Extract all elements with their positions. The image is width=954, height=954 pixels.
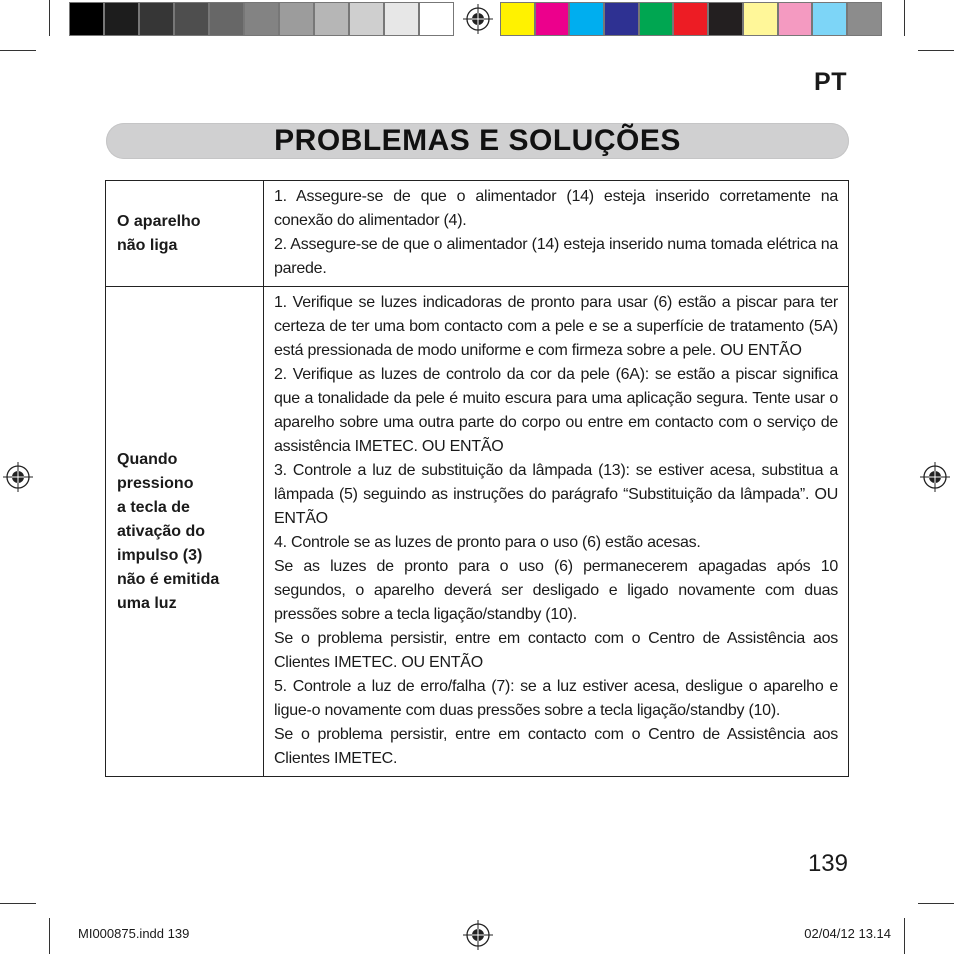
grayscale-color-bar [69, 2, 454, 36]
solution-step: Se as luzes de pronto para o uso (6) permanecerem apagadas após 10 segundos, o aparelho deverá ser desligado e ligado novamente com duas pressões sobre a tecla ligação/standby (10). [274, 558, 838, 623]
color-swatch [419, 2, 454, 36]
solution-cell [264, 181, 849, 287]
file-slug: MI000875.indd 139 [78, 926, 190, 941]
crop-mark [49, 918, 50, 954]
section-title-bar [106, 123, 849, 159]
color-swatch [104, 2, 139, 36]
problem-text-line: impulso (3) [117, 546, 203, 564]
registration-mark-icon [920, 462, 950, 492]
language-code: PT [814, 68, 847, 96]
problem-text-line: Quando [117, 450, 178, 468]
color-swatch [314, 2, 349, 36]
registration-mark-icon [3, 462, 33, 492]
problem-cell [106, 181, 264, 287]
color-swatch [708, 2, 743, 36]
crop-mark [0, 903, 36, 904]
problem-text-line: não liga [117, 236, 178, 254]
crop-mark [904, 0, 905, 36]
problem-text-line: uma luz [117, 594, 177, 612]
process-color-bar [500, 2, 882, 36]
crop-mark [918, 50, 954, 51]
color-swatch [604, 2, 639, 36]
problem-text-line: não é emitida [117, 570, 220, 588]
date-slug: 02/04/12 13.14 [804, 926, 891, 941]
solution-step: Se o problema persistir, entre em contacto com o Centro de Assistência aos Clientes IMETEC. [274, 726, 838, 767]
color-swatch [639, 2, 674, 36]
color-swatch [349, 2, 384, 36]
color-swatch [174, 2, 209, 36]
page-number: 139 [807, 850, 848, 877]
color-swatch [139, 2, 174, 36]
solution-cell [264, 287, 849, 777]
problem-text-line: pressiono [117, 474, 194, 492]
color-swatch [743, 2, 778, 36]
solution-step: 1. Verifique se luzes indicadoras de pronto para usar (6) estão a piscar para ter certeza de ter uma bom contacto com a pele e se a superfície de tratamento (5A) está pressionada de modo uniforme e com firmeza sobre a pele. OU ENTÃO [274, 294, 838, 359]
problem-text-line: ativação do [117, 522, 206, 540]
solution-step: 3. Controle a luz de substituição da lâmpada (13): se estiver acesa, substitua a lâmpada (5) seguindo as instruções do parágrafo “Substituição da lâmpada”. OU ENTÃO [274, 462, 838, 527]
color-swatch [209, 2, 244, 36]
table-row [106, 287, 849, 777]
solution-step: 1. Assegure-se de que o alimentador (14) esteja inserido corretamente na conexão do alimentador (4). [274, 188, 838, 229]
crop-mark [0, 50, 36, 51]
page-title: PROBLEMAS E SOLUÇÕES [274, 124, 681, 157]
color-swatch [500, 2, 535, 36]
registration-mark-icon [463, 4, 493, 34]
color-swatch [812, 2, 847, 36]
registration-mark-icon [463, 920, 493, 950]
troubleshooting-table [105, 180, 849, 777]
solution-step: 2. Verifique as luzes de controlo da cor da pele (6A): se estão a piscar significa que a tonalidade da pele é muito escura para uma aplicação segura. Tente usar o aparelho sobre uma outra parte do corpo ou entre em contacto com o serviço de assistência IMETEC. OU ENTÃO [274, 366, 838, 455]
table-row [106, 181, 849, 287]
problem-text-line: a tecla de [117, 498, 190, 516]
color-swatch [673, 2, 708, 36]
color-swatch [244, 2, 279, 36]
color-swatch [569, 2, 604, 36]
color-swatch [69, 2, 104, 36]
color-swatch [384, 2, 419, 36]
problem-cell [106, 287, 264, 777]
solution-step: 4. Controle se as luzes de pronto para o uso (6) estão acesas. [274, 534, 701, 551]
solution-step: 2. Assegure-se de que o alimentador (14) esteja inserido numa tomada elétrica na parede. [274, 236, 838, 277]
crop-mark [49, 0, 50, 36]
color-swatch [778, 2, 813, 36]
color-swatch [279, 2, 314, 36]
solution-step: 5. Controle a luz de erro/falha (7): se a luz estiver acesa, desligue o aparelho e ligue-o novamente com duas pressões sobre a tecla ligação/standby (10). [274, 678, 838, 719]
color-swatch [847, 2, 882, 36]
color-swatch [535, 2, 570, 36]
crop-mark [904, 918, 905, 954]
problem-text-line: O aparelho [117, 212, 201, 230]
crop-mark [918, 903, 954, 904]
solution-step: Se o problema persistir, entre em contacto com o Centro de Assistência aos Clientes IMETEC. OU ENTÃO [274, 630, 838, 671]
